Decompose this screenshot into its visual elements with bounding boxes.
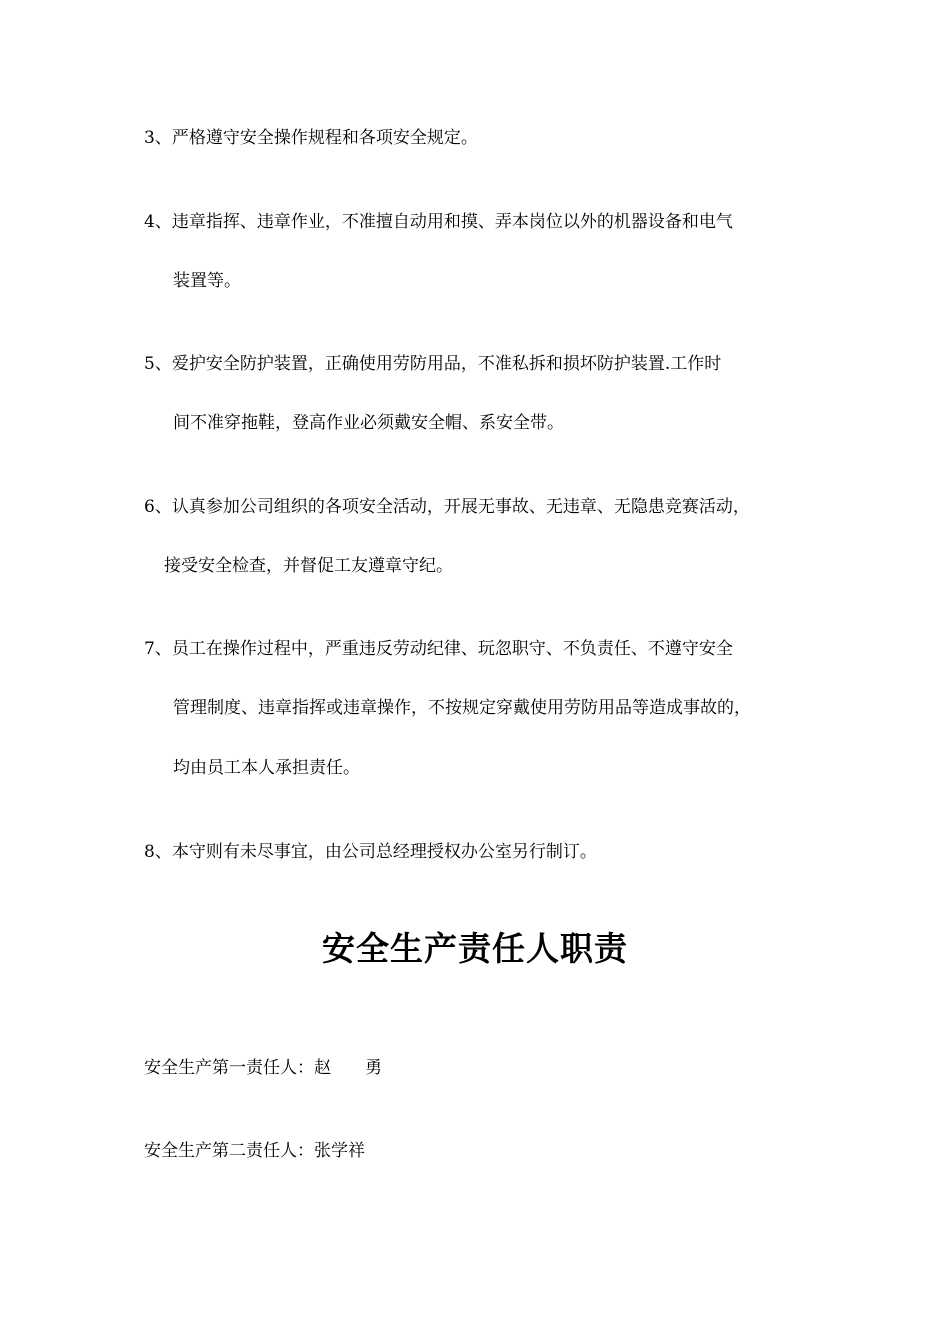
rule-number: 8、 <box>144 842 172 862</box>
rule-item-8 <box>144 841 597 863</box>
rule-item-6-continuation: 接受安全检查，并督促工友遵章守纪。 <box>164 556 453 576</box>
section-title: 安全生产责任人职责 <box>322 929 628 968</box>
rule-item-3 <box>144 127 478 149</box>
responsible-name: 赵 勇 <box>314 1058 382 1078</box>
rule-text: 认真参加公司组织的各项安全活动，开展无事故、无违章、无隐患竞赛活动， <box>171 497 750 517</box>
rule-number: 7、 <box>144 639 172 659</box>
rule-number: 6、 <box>144 497 172 517</box>
rule-text: 员工在操作过程中，严重违反劳动纪律、玩忽职守、不负责任、不遵守安全 <box>171 639 733 659</box>
first-responsible-person <box>144 1057 382 1079</box>
rule-item-7-continuation: 均由员工本人承担责任。 <box>173 758 360 778</box>
rule-item-4-continuation: 装置等。 <box>173 271 241 291</box>
responsible-label: 安全生产第二责任人： <box>144 1141 314 1161</box>
rule-number: 4、 <box>144 212 172 232</box>
rule-item-5-continuation: 间不准穿拖鞋，登高作业必须戴安全帽、系安全带。 <box>173 413 564 433</box>
rule-item-4 <box>144 211 733 233</box>
rule-item-6 <box>144 496 750 518</box>
second-responsible-person <box>144 1140 365 1162</box>
rule-item-7-continuation: 管理制度、违章指挥或违章操作，不按规定穿戴使用劳防用品等造成事故的， <box>173 698 751 718</box>
responsible-name: 张学祥 <box>314 1141 365 1161</box>
rule-text: 本守则有未尽事宜，由公司总经理授权办公室另行制订。 <box>171 842 597 862</box>
rule-text: 严格遵守安全操作规程和各项安全规定。 <box>171 128 478 148</box>
rule-item-7 <box>144 638 733 660</box>
rule-number: 5、 <box>144 354 172 374</box>
responsible-label: 安全生产第一责任人： <box>144 1058 314 1078</box>
rule-text: 违章指挥、违章作业，不准擅自动用和摸、弄本岗位以外的机器设备和电气 <box>171 212 733 232</box>
rule-text: 爱护安全防护装置，正确使用劳防用品，不准私拆和损坏防护装置.工作时 <box>171 354 722 374</box>
rule-item-5 <box>144 353 721 375</box>
rule-number: 3、 <box>144 128 172 148</box>
